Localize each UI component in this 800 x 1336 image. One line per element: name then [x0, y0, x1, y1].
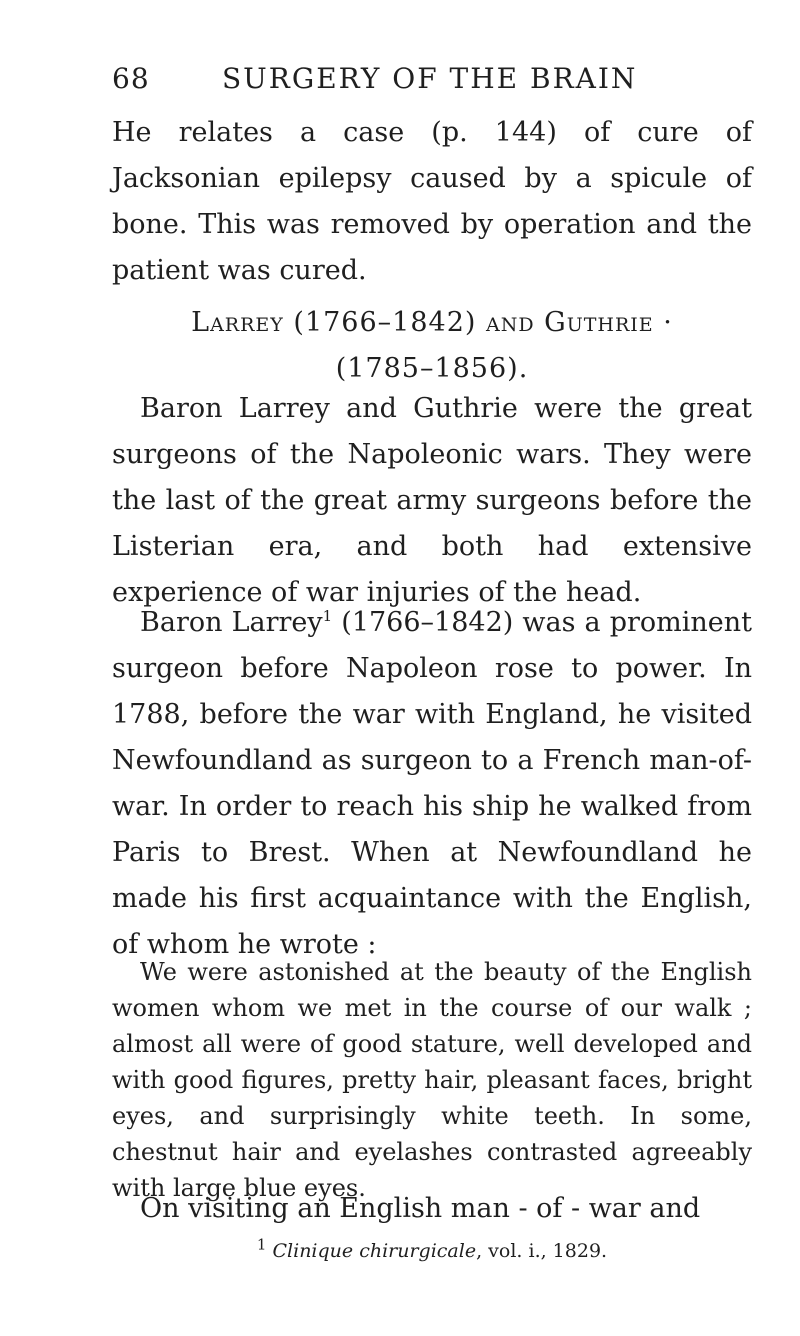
- quote-text: We were astonished at the beauty of the English women whom we met in the course of our walk ; almost all were of good stature, well developed and with good figures, pretty hair, pleasant faces, bright eyes, and surprisingly white teeth. In some, chestnut hair and eyelashes contrasted agreeably with large blue eyes.: [112, 958, 752, 1202]
- paragraph-text: He relates a case (p. 144) of cure of Jacksonian epilepsy caused by a spicule of bone. This was removed by operation and the patient was cured.: [112, 117, 752, 286]
- paragraph-intro: [112, 110, 752, 294]
- page-number: 68: [112, 62, 150, 95]
- footnote-number: 1: [256, 1235, 267, 1254]
- paragraph-text: [112, 600, 752, 968]
- paragraph-larrey: [112, 600, 752, 968]
- paragraph-start: Baron Larrey: [140, 607, 323, 638]
- footnote-marker: 1: [322, 607, 333, 625]
- running-head: [112, 62, 742, 102]
- block-quote: [112, 954, 752, 1206]
- footnote-rest: , vol. i., 1829.: [476, 1240, 608, 1262]
- paragraph-rest: (1766–1842) was a prominent surgeon before Napoleon rose to power. In 1788, before the war with England, he visited Newfoundland as surgeon to a French man-of-war. In order to reach his ship he walked from Paris to Brest. When at Newfoundland he made his first acquaintance with the English, of whom he wrote :: [112, 607, 752, 960]
- running-title: SURGERY OF THE BRAIN: [222, 62, 638, 95]
- paragraph-surgeons: [112, 386, 752, 616]
- paragraph-text: On visiting an English man - of - war and: [140, 1193, 701, 1224]
- section-heading-line2: (1785–1856).: [335, 353, 529, 384]
- section-heading: [112, 300, 752, 392]
- footnote: [112, 1235, 752, 1262]
- paragraph-text: Baron Larrey and Guthrie were the great surgeons of the Napoleonic wars. They were the last of the great army surgeons before the Listerian era, and both had extensive experience of war injuries of the head.: [112, 393, 752, 608]
- paragraph-continuation: [112, 1186, 752, 1232]
- footnote-title: Clinique chirurgicale: [272, 1240, 477, 1262]
- section-heading-line1: Larrey (1766–1842) and Guthrie ·: [191, 307, 673, 338]
